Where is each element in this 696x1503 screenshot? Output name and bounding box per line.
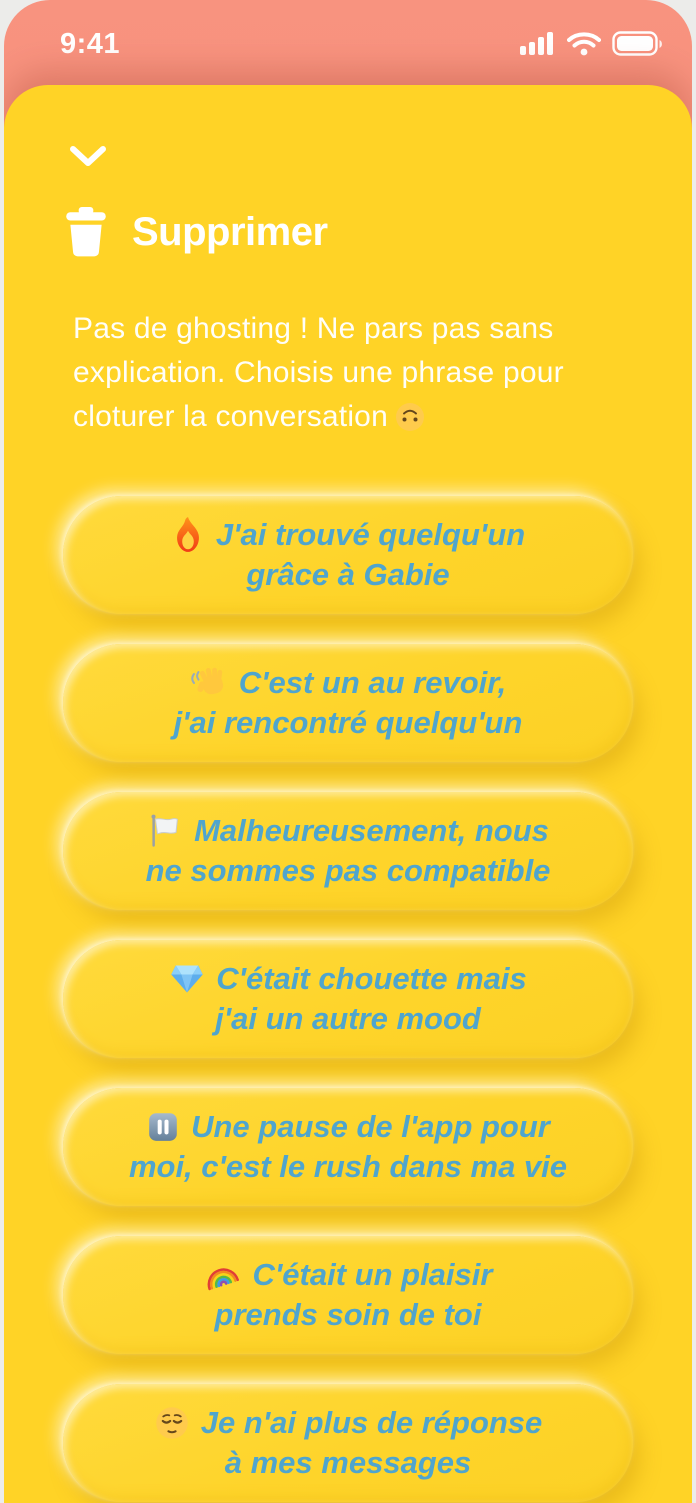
option-text-line2: grâce à Gabie <box>246 557 450 592</box>
option-found-someone[interactable] <box>63 496 633 614</box>
delete-bottom-sheet <box>4 85 692 1503</box>
option-not-compatible[interactable] <box>63 792 633 910</box>
app-background <box>4 0 692 1503</box>
option-pleasure-take-care[interactable] <box>63 1236 633 1354</box>
option-app-break[interactable] <box>63 1088 633 1206</box>
option-text-line1: J'ai trouvé quelqu'un <box>215 517 526 552</box>
gem-emoji <box>169 962 205 996</box>
option-no-reply[interactable] <box>63 1384 633 1502</box>
description-line: Pas de ghosting ! Ne pars pas sans <box>73 312 554 345</box>
option-text-line1: Malheureusement, nous <box>194 813 549 848</box>
option-text-line1: C'était un plaisir <box>252 1257 493 1292</box>
pause-emoji <box>146 1110 180 1144</box>
title-row <box>64 207 633 257</box>
option-text-line1: Je n'ai plus de réponse <box>200 1405 543 1440</box>
status-time: 9:41 <box>60 27 121 60</box>
option-other-mood[interactable] <box>63 940 633 1058</box>
status-icons <box>520 31 664 57</box>
option-text-line2: ne sommes pas compatible <box>145 853 551 888</box>
chevron-down-icon[interactable] <box>68 145 108 169</box>
closing-phrase-options <box>63 496 633 1502</box>
waving-hand-emoji <box>190 665 228 701</box>
battery-icon <box>612 31 664 57</box>
wifi-icon <box>567 32 601 56</box>
option-text-line2: à mes messages <box>224 1445 472 1480</box>
option-text-line1: C'est un au revoir, <box>238 665 507 700</box>
description-line: cloturer la conversation <box>73 395 633 439</box>
pensive-emoji <box>154 1405 190 1441</box>
status-bar <box>4 0 692 74</box>
page-title: Supprimer <box>132 209 328 254</box>
option-text-line2: moi, c'est le rush dans ma vie <box>128 1149 568 1184</box>
description-line: explication. Choisis une phrase pour <box>73 356 564 389</box>
description-text <box>73 307 633 439</box>
trash-icon <box>64 207 108 257</box>
option-text-line1: Une pause de l'app pour <box>191 1109 550 1144</box>
rainbow-emoji <box>204 1257 242 1293</box>
option-text-line2: j'ai un autre mood <box>215 1001 481 1036</box>
option-text-line2: j'ai rencontré quelqu'un <box>173 705 523 740</box>
white-flag-emoji <box>147 813 183 849</box>
option-text-line2: prends soin de toi <box>214 1297 482 1332</box>
upside-down-face-emoji <box>394 401 426 433</box>
cellular-signal-icon <box>520 32 556 56</box>
option-text-line1: C'était chouette mais <box>216 961 527 996</box>
option-goodbye-met-someone[interactable] <box>63 644 633 762</box>
fire-emoji <box>171 516 205 554</box>
